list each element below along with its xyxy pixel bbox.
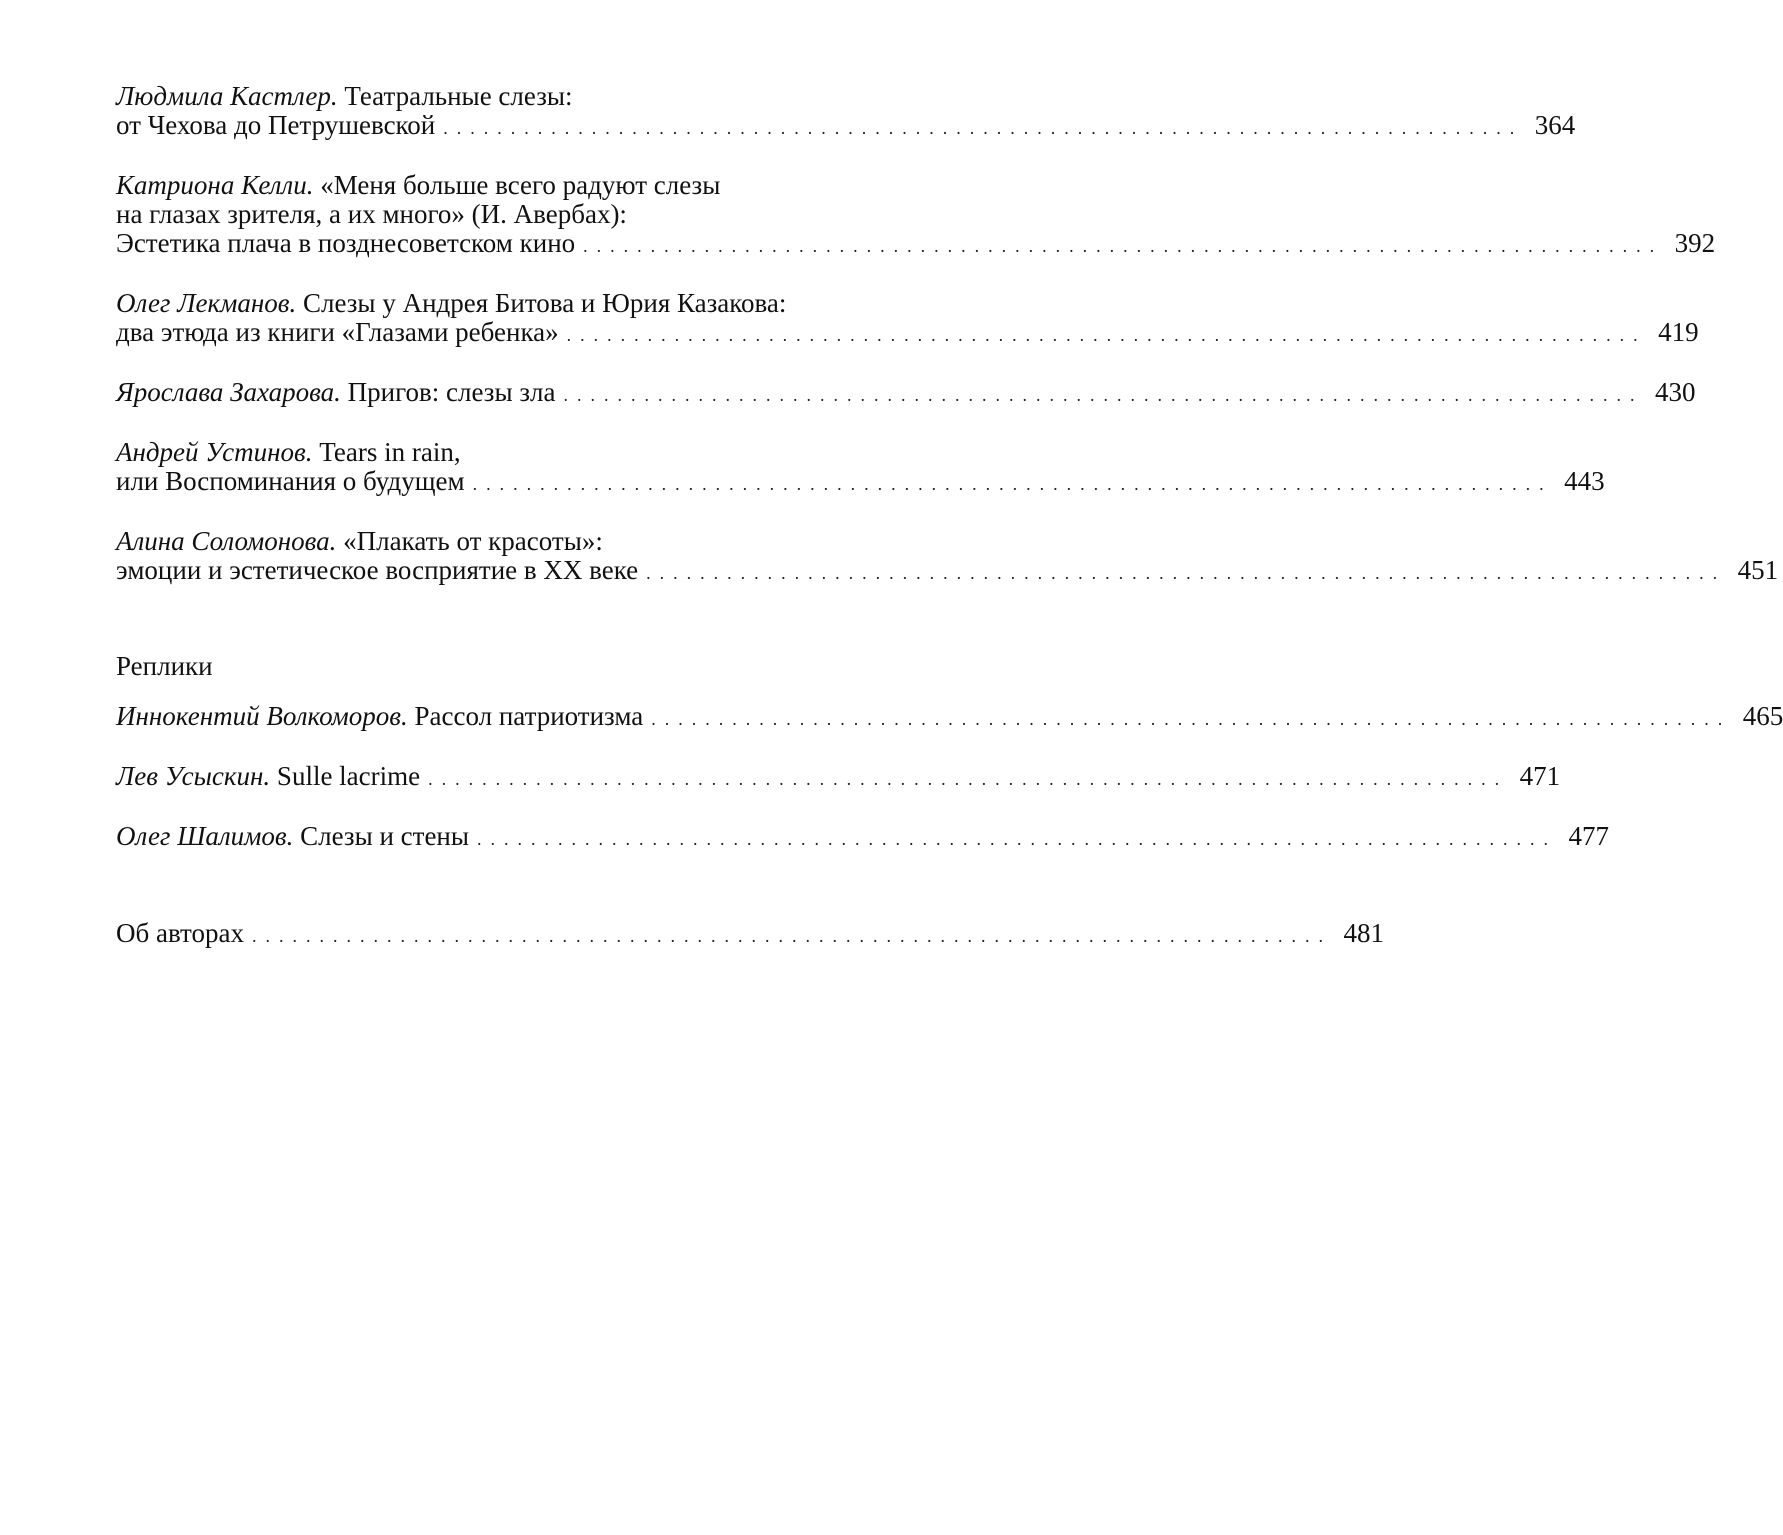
toc-entry: [116, 170, 1716, 261]
entry-title-line: Об авторах: [116, 918, 244, 948]
dot-leader: ................................................................................: [651, 709, 1732, 729]
dot-leader: ................................................................................: [477, 829, 1558, 849]
table-of-contents: [116, 81, 1783, 951]
toc-entry-about-authors: [116, 918, 1384, 951]
dot-leader: ................................................................................: [646, 563, 1727, 583]
entry-title-line: Эстетика плача в позднесоветском кино: [116, 228, 576, 258]
entry-title-line: на глазах зрителя, а их много» (И. Авербах):: [116, 199, 627, 229]
entry-author: Андрей Устинов.: [116, 437, 313, 467]
entry-author: Ярослава Захарова.: [116, 377, 341, 407]
entry-author: Иннокентий Волкоморов.: [116, 701, 408, 731]
entry-author: Алина Соломонова.: [116, 526, 337, 556]
dot-leader: ................................................................................: [566, 325, 1647, 345]
toc-entry: [116, 377, 1696, 410]
entry-title-line: Слезы у Андрея Битова и Юрия Казакова:: [302, 288, 787, 318]
toc-entry: [116, 437, 1605, 499]
page-number: 419: [1658, 317, 1699, 347]
entry-title-line: Sulle lacrime: [276, 761, 421, 791]
toc-entry: [116, 701, 1783, 734]
dot-leader: ................................................................................: [563, 385, 1644, 405]
dot-leader: ................................................................................: [472, 474, 1553, 494]
page-number: 471: [1519, 761, 1561, 791]
entry-title-line: два этюда из книги «Глазами ребенка»: [116, 317, 559, 347]
page-number: 477: [1568, 821, 1610, 851]
page-number: 443: [1564, 466, 1605, 496]
entry-title-line: Слезы и стены: [300, 821, 470, 851]
dot-leader: ................................................................................: [251, 926, 1332, 946]
entry-title-line: эмоции и эстетическое восприятие в XX веке: [116, 555, 639, 585]
toc-entry: [116, 288, 1699, 350]
entry-title-line: «Плакать от красоты»:: [343, 526, 603, 556]
toc-entry: [116, 821, 1610, 854]
page-number: 430: [1654, 377, 1696, 407]
entry-author: Лев Усыскин.: [116, 761, 271, 791]
dot-leader: ................................................................................: [583, 236, 1664, 256]
entry-author: Людмила Кастлер.: [116, 81, 338, 111]
entry-title-line: или Воспоминания о будущем: [116, 466, 465, 496]
entry-author: Олег Шалимов.: [116, 821, 294, 851]
entry-title-line: «Меня больше всего радуют слезы: [320, 170, 721, 200]
toc-entry: [116, 761, 1561, 794]
page-number: 364: [1534, 110, 1576, 140]
entry-title-line: Рассол патриотизма: [414, 701, 644, 731]
toc-entry: [116, 526, 1779, 588]
page-number: 451: [1737, 555, 1779, 585]
entry-author: Олег Лекманов.: [116, 288, 297, 318]
entry-title-line: от Чехова до Петрушевской: [116, 110, 436, 140]
toc-entry: [116, 81, 1576, 143]
dot-leader: ................................................................................: [443, 118, 1524, 138]
entry-title-line: Театральные слезы:: [344, 81, 573, 111]
page-number: 392: [1674, 228, 1716, 258]
page-number: 481: [1343, 918, 1384, 948]
dot-leader: ................................................................................: [428, 769, 1509, 789]
section-title: Реплики: [116, 651, 213, 681]
page-number: 465: [1742, 701, 1783, 731]
entry-title-line: Tears in rain,: [319, 437, 461, 467]
entry-author: Катриона Келли.: [116, 170, 314, 200]
entry-title-line: Пригов: слезы зла: [347, 377, 556, 407]
